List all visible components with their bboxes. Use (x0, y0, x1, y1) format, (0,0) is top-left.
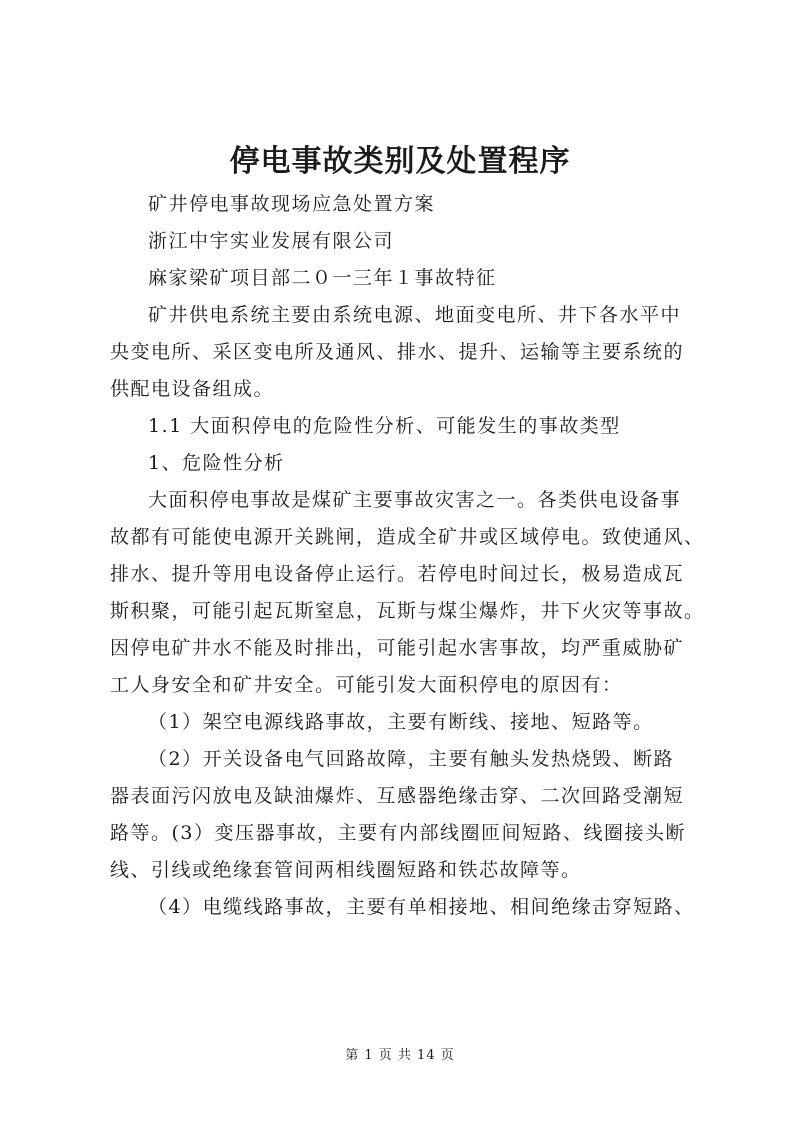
paragraph-cause-4 (110, 889, 700, 926)
text-line: 1、危险性分析 (148, 452, 285, 474)
text-line: 央变电所、采区变电所及通风、排水、提升、运输等主要系统的 (110, 341, 685, 363)
text-line: 故都有可能使电源开关跳闸，造成全矿井或区域停电。致使通风、 (110, 526, 705, 548)
paragraph-cause-1 (110, 704, 700, 741)
text-line: 矿井停电事故现场应急处置方案 (148, 193, 436, 215)
paragraph-hazard-analysis (110, 482, 705, 704)
paragraph-section-heading (110, 408, 700, 445)
page-footer: 第 1 页 共 14 页 (345, 1048, 455, 1063)
text-line: （4）电缆线路事故，主要有单相接地、相间绝缘击穿短路、 (148, 896, 695, 918)
text-line: 1.1 大面积停电的危险性分析、可能发生的事故类型 (148, 415, 621, 437)
paragraph-project-date (110, 260, 700, 297)
text-line: 排水、提升等用电设备停止运行。若停电时间过长，极易造成瓦 (110, 563, 685, 585)
text-line: 路等。(3）变压器事故，主要有内部线圈匝间短路、线圈接头断 (110, 822, 687, 844)
text-line: （2）开关设备电气回路故障，主要有触头发热烧毁、断路 (148, 748, 675, 770)
text-line: 工人身安全和矿井安全。可能引发大面积停电的原因有： (110, 674, 623, 696)
paragraph-company (110, 223, 700, 260)
paragraph-subheading (110, 445, 700, 482)
text-line: 供配电设备组成。 (110, 378, 275, 400)
text-line: 斯积聚，可能引起瓦斯窒息，瓦斯与煤尘爆炸，井下火灾等事故。 (110, 600, 705, 622)
text-line: 线、引线或绝缘套管间两相线圈短路和铁芯故障等。 (110, 859, 582, 881)
paragraph-plan-title (110, 186, 700, 223)
paragraph-system-description (110, 297, 700, 408)
document-body (110, 186, 705, 926)
paragraph-cause-2-3 (110, 741, 700, 889)
text-line: 大面积停电事故是煤矿主要事故灾害之一。各类供电设备事 (148, 489, 682, 511)
text-line: 因停电矿井水不能及时排出，可能引起水害事故，均严重威胁矿 (110, 637, 685, 659)
document-title: 停电事故类别及处置程序 (229, 144, 571, 179)
text-line: 矿井供电系统主要由系统电源、地面变电所、井下各水平中 (148, 304, 682, 326)
text-line: 麻家梁矿项目部二０一三年１事故特征 (148, 267, 497, 289)
text-line: 器表面污闪放电及缺油爆炸、互感器绝缘击穿、二次回路受潮短 (110, 785, 685, 807)
text-line: 浙江中宇实业发展有限公司 (148, 230, 395, 252)
text-line: （1）架空电源线路事故，主要有断线、接地、短路等。 (148, 711, 654, 733)
